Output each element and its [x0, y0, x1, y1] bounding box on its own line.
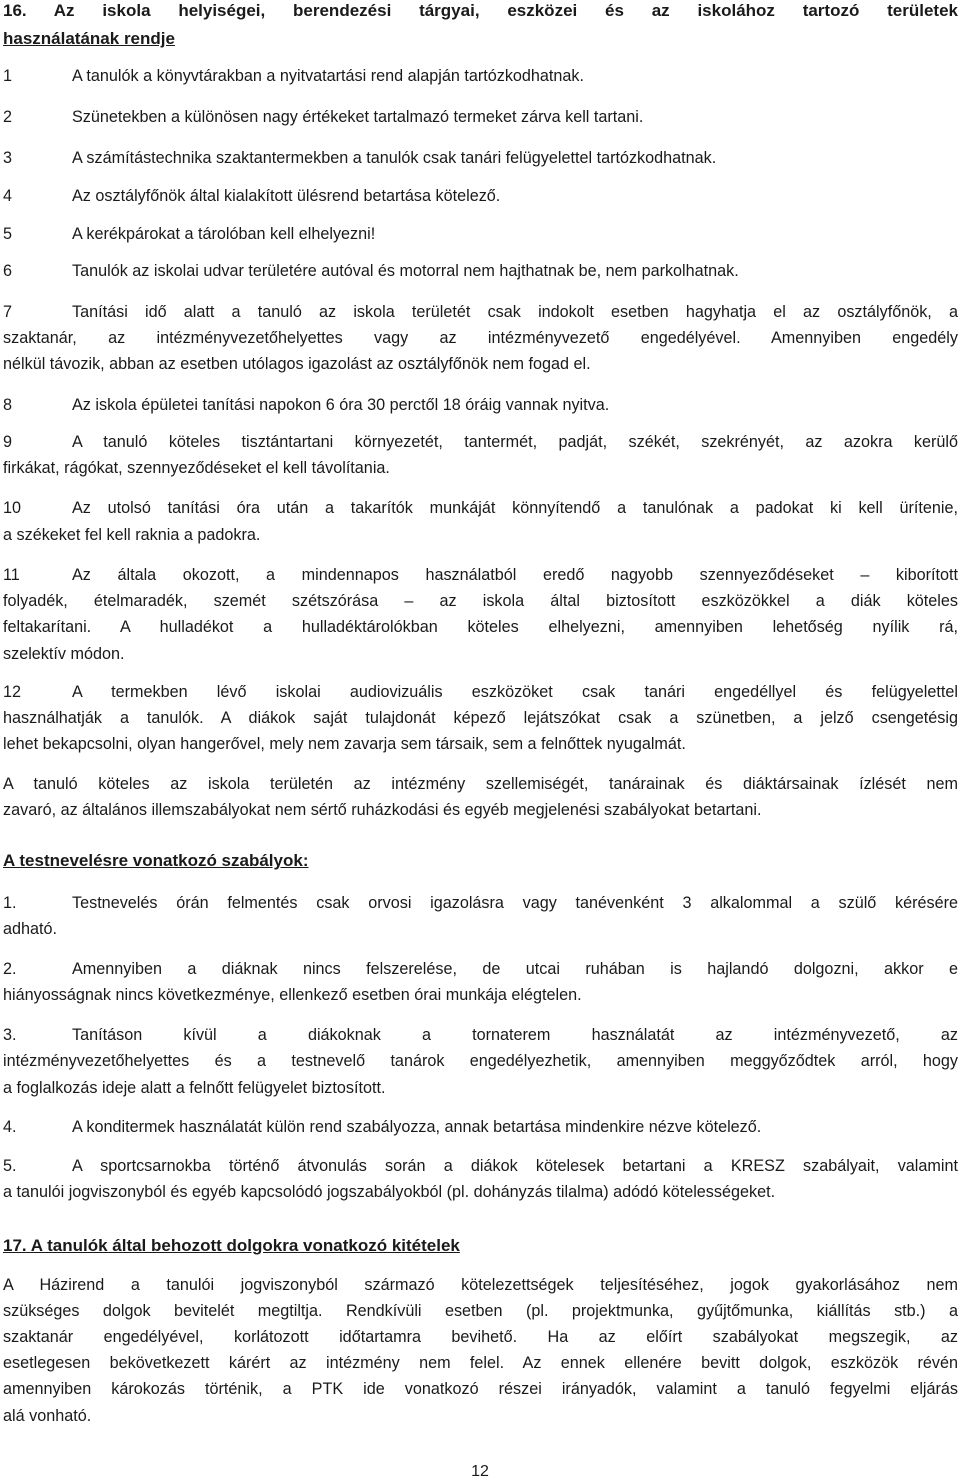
section-17-line: esetlegesen bekövetkezett kárért az intézmény nem felel. Az ennek ellenére bevitt dolgok, eszközök révén [3, 1354, 958, 1372]
rule-text-line: lehet bekapcsolni, olyan hangerővel, mely nem zavarja sem társaik, sem a felnőttek nyugalmát. [3, 735, 686, 753]
section-17-title-text: 17. A tanulók által behozott dolgokra vonatkozó kitételek [3, 1236, 460, 1255]
rule-text: Az osztályfőnök által kialakított ülésrend betartása kötelező. [72, 187, 501, 205]
section-16-title-line-1: 16. Az iskola helyiségei, berendezési tárgyai, eszközei és az iskolához tartozó területek [3, 1, 958, 20]
rule-item [3, 223, 958, 245]
rule-text-line: nélkül távozik, abban az esetben utólagos igazolást az osztályfőnök nem fogad el. [3, 355, 591, 373]
rule-text: A tanulók a könyvtárakban a nyitvatartási rend alapján tartózkodhatnak. [72, 67, 585, 85]
section-17-line: alá vonható. [3, 1407, 92, 1425]
rule-number: 6 [3, 262, 13, 280]
rule-text-line: folyadék, ételmaradék, szemét szétszórása – az iskola által biztosított eszközökkel a diák köteles [3, 592, 958, 610]
section-17-line: A Házirend a tanulói jogviszonyból származó kötelezettségek teljesítéséhez, jogok gyakorlásához nem [3, 1276, 958, 1294]
rule-text: A kerékpárokat a tárolóban kell elhelyezni! [72, 225, 376, 243]
section-17-line: amennyiben károkozás történik, a PTK ide vonatkozó részei irányadók, valamint a tanuló fegyelmi eljárás [3, 1380, 958, 1398]
pe-rule-item [3, 892, 958, 914]
pe-rule-number: 5. [3, 1157, 17, 1175]
pe-rule-text-line: a tanulói jogviszonyból és egyéb kapcsolódó jogszabályokból (pl. dohányzás tilalma) adódó kötelességeket. [3, 1183, 776, 1201]
rule-number: 3 [3, 149, 13, 167]
rule-text: Szünetekben a különösen nagy értékeket tartalmazó termeket zárva kell tartani. [72, 108, 644, 126]
pe-rule-item [3, 958, 958, 980]
rule-text-line: szaktanár, az intézményvezetőhelyettes vagy az intézményvezető engedélyével. Amennyiben engedély [3, 329, 958, 347]
rule-item [3, 301, 958, 323]
rule-text: Tanulók az iskolai udvar területére autóval és motorral nem hajthatnak be, nem parkolhatnak. [72, 262, 739, 280]
rule-item [3, 681, 958, 703]
rule-number: 4 [3, 187, 13, 205]
rule-text-line: a székeket fel kell raknia a padokra. [3, 526, 261, 544]
rule-text-line: használhatják a tanulók. A diákok saját tulajdonát képező lejátszókat csak a szünetben, a jelző csengetésig [3, 709, 958, 727]
pe-rule-number: 1. [3, 894, 17, 912]
rule-number: 10 [3, 499, 22, 517]
section-16-title-line-2 [3, 28, 958, 50]
rule-text-line: feltakarítani. A hulladékot a hulladéktárolókban köteles elhelyezni, amennyiben lehetőség nyílik rá, [3, 618, 958, 636]
rule-text: Az iskola épületei tanítási napokon 6 óra 30 perctől 18 óráig vannak nyitva. [72, 396, 610, 414]
rule-text: A tanuló köteles tisztántartani környezetét, tantermét, padját, székét, szekrényét, az azokra kerülő [72, 433, 958, 451]
rule-number: 8 [3, 396, 13, 414]
pe-rule-number: 3. [3, 1026, 17, 1044]
rule-item [3, 260, 958, 282]
section-17-line: szaktanár engedélyével, korlátozott időtartamra bevihető. Ha az előírt szabályokat megszegik, az [3, 1328, 958, 1346]
rule-number: 11 [3, 566, 20, 584]
pe-heading-text: A testnevelésre vonatkozó szabályok: [3, 851, 309, 870]
pe-rule-text-line: intézményvezetőhelyettes és a testnevelő tanárok engedélyezhetik, amennyiben meggyőződtek arról, hogy [3, 1052, 958, 1070]
section-17-title [3, 1235, 958, 1257]
rule-number: 7 [3, 303, 13, 321]
rule-item [3, 394, 958, 416]
pe-rule-text: A sportcsarnokba történő átvonulás során a diákok kötelesek betartani a KRESZ szabályait, valamint [72, 1157, 958, 1175]
pe-rule-text-line: adható. [3, 920, 58, 938]
section-17-line: szükséges dolgok bevitelét megtiltja. Rendkívüli esetben (pl. projektmunka, gyűjtőmunka, kiállítás stb.) a [3, 1302, 958, 1320]
page-number: 12 [471, 1463, 489, 1480]
rule-item [3, 431, 958, 453]
pe-rule-text: A konditermek használatát külön rend szabályozza, annak betartása mindenkire nézve kötelező. [72, 1118, 762, 1136]
rule-item [3, 185, 958, 207]
pe-rule-text: Tanításon kívül a diákoknak a tornaterem használatát az intézményvezető, az [72, 1026, 958, 1044]
rule-text-line: szelektív módon. [3, 645, 125, 663]
pe-rule-text: Amennyiben a diáknak nincs felszerelése, de utcai ruhában is hajlandó dolgozni, akkor e [72, 960, 958, 978]
rule-text: Az általa okozott, a mindennapos használatból eredő nagyobb szennyeződéseket – kiborított [72, 566, 958, 584]
general-paragraph-line: zavaró, az általános illemszabályokat nem sértő ruházkodási és egyéb megjelenési szabályokat betartani. [3, 801, 762, 819]
rule-item [3, 147, 958, 169]
pe-rule-number: 2. [3, 960, 17, 978]
rule-number: 1 [3, 67, 13, 85]
rule-item [3, 497, 958, 519]
rule-number: 9 [3, 433, 13, 451]
rule-number: 12 [3, 683, 22, 701]
pe-rule-text: Testnevelés órán felmentés csak orvosi igazolásra vagy tanévenként 3 alkalommal a szülő kérésére [72, 894, 958, 912]
pe-rules-heading [3, 850, 958, 872]
rule-number: 5 [3, 225, 13, 243]
rule-text-line: firkákat, rágókat, szennyeződéseket el kell távolítania. [3, 459, 390, 477]
rule-text: A számítástechnika szaktantermekben a tanulók csak tanári felügyelettel tartózkodhatnak. [72, 149, 717, 167]
pe-rule-text-line: a foglalkozás ideje alatt a felnőtt felügyelet biztosított. [3, 1079, 386, 1097]
rule-item [3, 106, 958, 128]
rule-text: A termekben lévő iskolai audiovizuális eszközöket csak tanári engedéllyel és felügyelettel [72, 683, 958, 701]
rule-number: 2 [3, 108, 13, 126]
rule-item [3, 564, 958, 586]
pe-rule-text-line: hiányosságnak nincs következménye, ellenkező esetben órai munkája elégtelen. [3, 986, 582, 1004]
pe-rule-item [3, 1024, 958, 1046]
pe-rule-number: 4. [3, 1118, 17, 1136]
section-16-title-underlined: használatának rendje [3, 29, 175, 48]
rule-text: Az utolsó tanítási óra után a takarítók munkáját könnyítendő a tanulónak a padokat ki kell ürítenie, [72, 499, 958, 517]
pe-rule-item [3, 1116, 958, 1138]
pe-rule-item [3, 1155, 958, 1177]
general-paragraph-line: A tanuló köteles az iskola területén az intézmény szellemiségét, tanárainak és diáktársainak ízlését nem [3, 775, 958, 793]
rule-item [3, 65, 958, 87]
rule-text: Tanítási idő alatt a tanuló az iskola területét csak indokolt esetben hagyhatja el az osztályfőnök, a [72, 303, 958, 321]
